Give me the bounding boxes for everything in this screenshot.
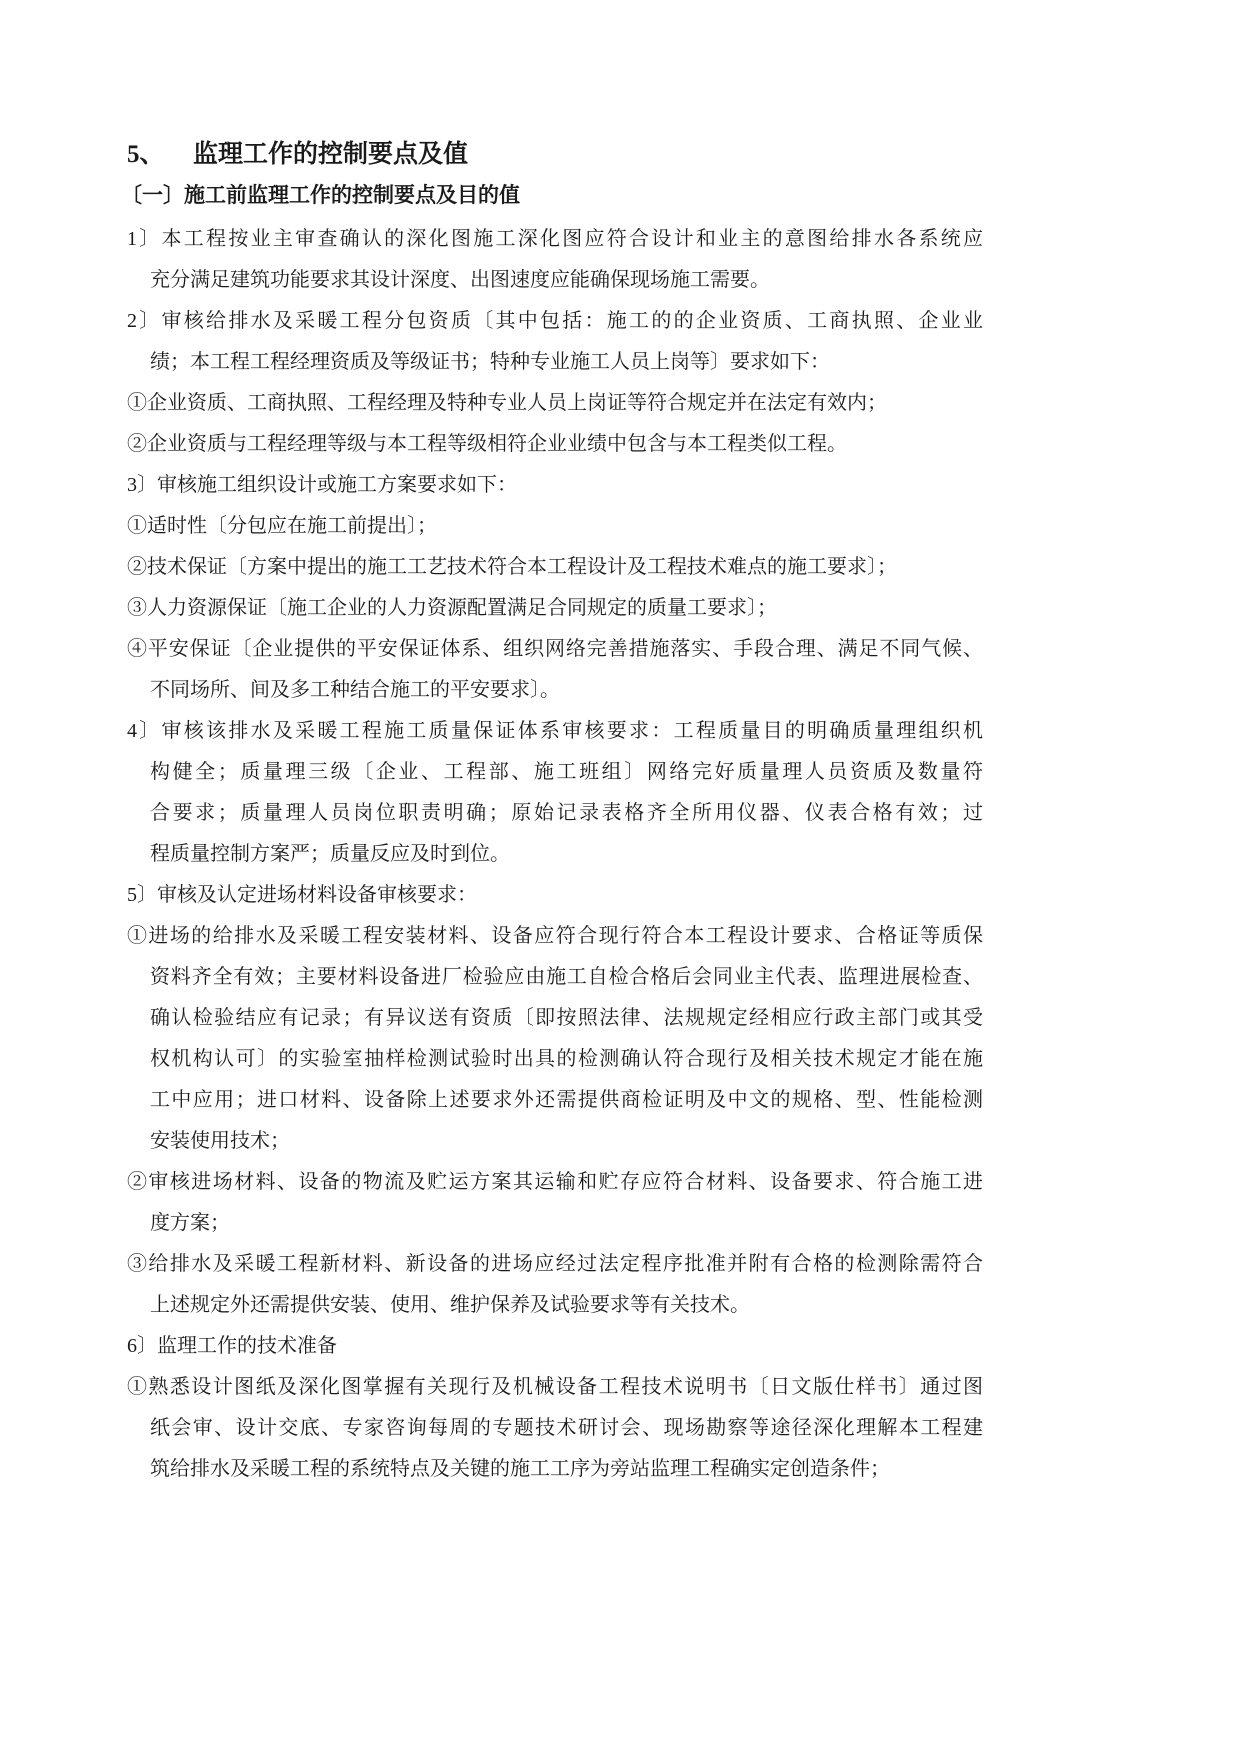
paragraph [127, 383, 983, 424]
paragraph-line: 筑给排水及采暖工程的系统特点及关键的施工工序为旁站监理工程确实定创造条件； [150, 1458, 890, 1480]
paragraph [127, 301, 983, 383]
paragraph [127, 588, 983, 629]
paragraph-line: 工中应用；进口材料、设备除上述要求外还需提供商检证明及中文的规格、型、性能检测 [150, 1089, 983, 1111]
paragraph-line: 构健全；质量理三级〔企业、工程部、施工班组〕网络完好质量理人员资质及数量符 [150, 761, 983, 783]
paragraph-line: 度方案； [150, 1212, 230, 1234]
paragraph-line: 不同场所、间及多工种结合施工的平安要求〕。 [150, 679, 560, 701]
section-title: 监理工作的控制要点及值 [193, 141, 469, 168]
paragraph [127, 506, 983, 547]
paragraph-line: ①熟悉设计图纸及深化图掌握有关现行及机械设备工程技术说明书〔日文版仕样书〕通过图 [127, 1376, 983, 1398]
paragraph [127, 1326, 983, 1367]
paragraph [127, 629, 983, 711]
paragraph [127, 547, 983, 588]
paragraph [127, 424, 983, 465]
paragraph-line: 资料齐全有效；主要材料设备进厂检验应由施工自检合格后会同业主代表、监理进展检查、 [150, 966, 983, 988]
paragraph-line: 充分满足建筑功能要求其设计深度、出图速度应能确保现场施工需要。 [150, 269, 770, 291]
paragraph-line: 2〕审核给排水及采暖工程分包资质〔其中包括：施工的的企业资质、工商执照、企业业 [127, 310, 983, 332]
paragraph-line: 纸会审、设计交底、专家咨询每周的专题技术研讨会、现场勘察等途径深化理解本工程建 [150, 1417, 983, 1439]
paragraph [127, 1244, 983, 1326]
paragraph-line: 绩；本工程工程经理资质及等级证书；特种专业施工人员上岗等〕要求如下： [150, 351, 830, 373]
paragraph-line: ①企业资质、工商执照、工程经理及特种专业人员上岗证等符合规定并在法定有效内； [127, 392, 887, 414]
paragraph [127, 465, 983, 506]
paragraph-line: ②审核进场材料、设备的物流及贮运方案其运输和贮存应符合材料、设备要求、符合施工进 [127, 1171, 983, 1193]
paragraph [127, 875, 983, 916]
paragraph-line: 6〕监理工作的技术准备 [127, 1335, 337, 1357]
paragraph-line: 4〕审核该排水及采暖工程施工质量保证体系审核要求：工程质量目的明确质量理组织机 [127, 720, 983, 742]
subsection-heading: 〔一〕施工前监理工作的控制要点及目的值 [121, 183, 520, 207]
paragraph-line: ①适时性〔分包应在施工前提出〕； [127, 515, 437, 537]
paragraph [127, 1162, 983, 1244]
paragraph-line: 程质量控制方案严；质量反应及时到位。 [150, 843, 510, 865]
section-heading [127, 135, 468, 175]
paragraph-line: 确认检验结应有记录；有异议送有资质〔即按照法律、法规规定经相应行政主部门或其受 [150, 1007, 983, 1029]
paragraph-line: 5〕审核及认定进场材料设备审核要求： [127, 884, 477, 906]
paragraph-line: 1〕本工程按业主审查确认的深化图施工深化图应符合设计和业主的意图给排水各系统应 [127, 228, 983, 250]
paragraph [127, 1367, 983, 1490]
paragraph-line: 权机构认可〕的实验室抽样检测试验时出具的检测确认符合现行及相关技术规定才能在施 [150, 1048, 983, 1070]
document-body [127, 219, 983, 1490]
paragraph-line: ③给排水及采暖工程新材料、新设备的进场应经过法定程序批准并附有合格的检测除需符合 [127, 1253, 983, 1275]
paragraph-line: ②企业资质与工程经理等级与本工程等级相符企业业绩中包含与本工程类似工程。 [127, 433, 847, 455]
paragraph-line: 安装使用技术； [150, 1130, 290, 1152]
paragraph [127, 711, 983, 875]
paragraph-line: 上述规定外还需提供安装、使用、维护保养及试验要求等有关技术。 [150, 1294, 750, 1316]
paragraph-line: ④平安保证〔企业提供的平安保证体系、组织网络完善措施落实、手段合理、满足不同气候、 [127, 638, 983, 660]
paragraph-line: ①进场的给排水及采暖工程安装材料、设备应符合现行符合本工程设计要求、合格证等质保 [127, 925, 983, 947]
paragraph-line: ②技术保证〔方案中提出的施工工艺技术符合本工程设计及工程技术难点的施工要求〕； [127, 556, 897, 578]
paragraph-line: ③人力资源保证〔施工企业的人力资源配置满足合同规定的质量工要求〕； [127, 597, 777, 619]
paragraph-line: 合要求；质量理人员岗位职责明确；原始记录表格齐全所用仪器、仪表合格有效；过 [150, 802, 983, 824]
paragraph-line: 3〕审核施工组织设计或施工方案要求如下： [127, 474, 517, 496]
paragraph [127, 219, 983, 301]
section-number: 5、 [127, 141, 165, 168]
paragraph [127, 916, 983, 1162]
